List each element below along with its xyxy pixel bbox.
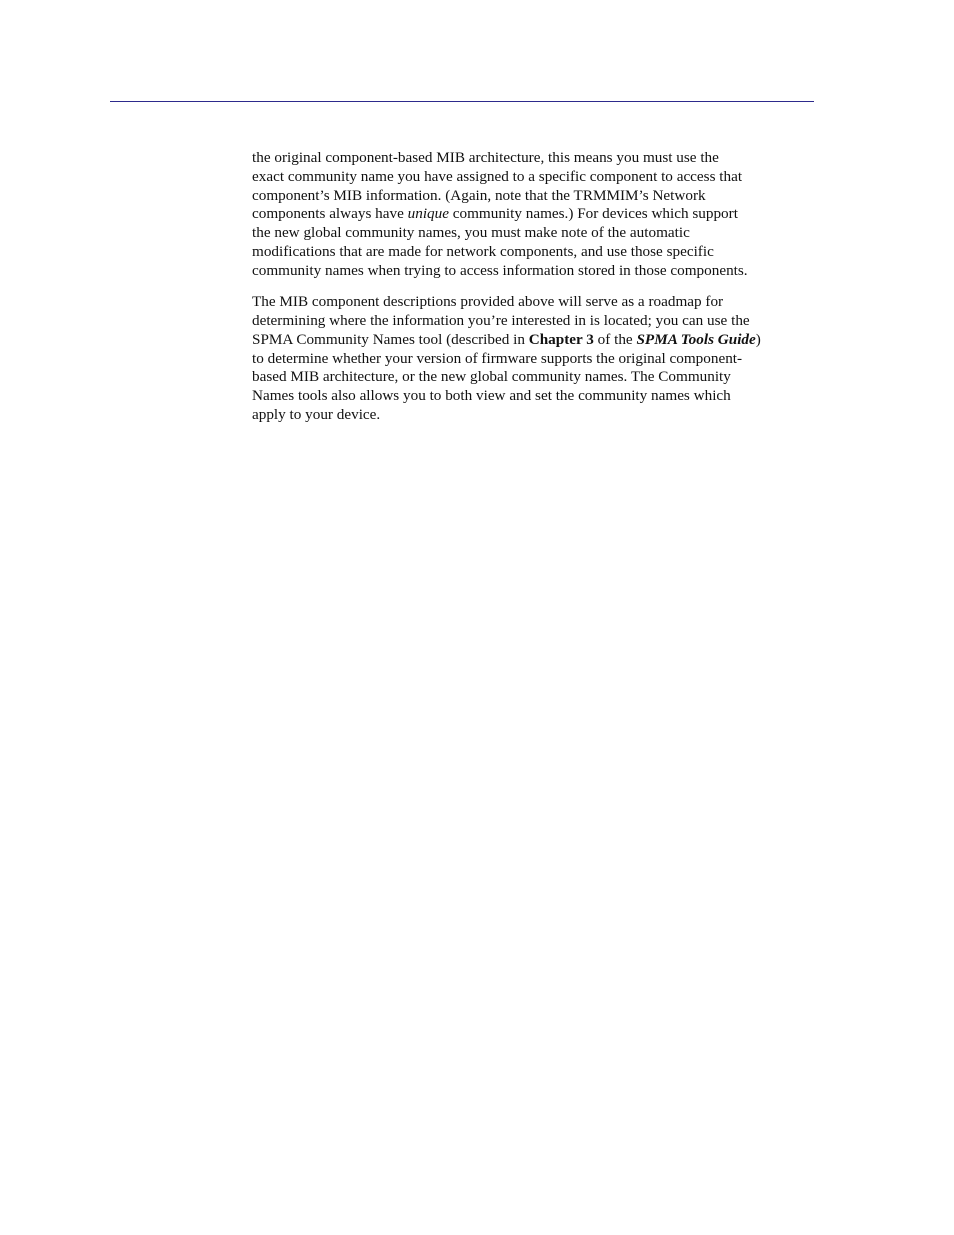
paragraph-1	[252, 149, 818, 280]
paragraph-2-line-4: to determine whether your version of firmware supports the original component-	[252, 349, 743, 367]
paragraph-2-line-7: apply to your device.	[252, 405, 381, 423]
paragraph-1-line-4-before: components always have	[252, 205, 408, 223]
paragraph-1-line-4-after: community names.) For devices which support	[448, 205, 738, 223]
paragraph-2-line-3-before: SPMA Community Names tool (described in	[252, 330, 529, 348]
paragraph-2	[252, 293, 818, 424]
emphasis-unique: unique	[407, 205, 449, 223]
paragraph-1-line-5: the new global community names, you must make note of the automatic	[252, 224, 690, 241]
paragraph-1-line-1: the original component-based MIB architecture, this means you must use the	[252, 149, 719, 166]
paragraph-2-line-6: Names tools also allows you to both view and set the community names which	[252, 387, 731, 404]
paragraph-2-line-3-mid: of the	[593, 330, 637, 348]
header-rule	[110, 101, 814, 102]
paragraph-1-line-3: component’s MIB information. (Again, note that the TRMMIM’s Network	[252, 186, 706, 204]
guide-title-reference: SPMA Tools Guide	[636, 330, 756, 348]
paragraph-1-line-6: modifications that are made for network components, and use those specific	[252, 242, 714, 260]
paragraph-2-line-3-after: )	[755, 330, 761, 348]
paragraph-1-line-2: exact community name you have assigned to a specific component to access that	[252, 167, 743, 185]
paragraph-2-line-5: based MIB architecture, or the new global community names. The Community	[252, 368, 731, 386]
paragraph-1-line-7: community names when trying to access information stored in those components.	[252, 261, 748, 279]
paragraph-2-line-1: The MIB component descriptions provided above will serve as a roadmap for	[252, 293, 724, 311]
chapter-reference: Chapter 3	[528, 330, 594, 348]
body-text	[252, 149, 818, 438]
paragraph-2-line-2: determining where the information you’re interested in is located; you can use the	[252, 312, 750, 329]
